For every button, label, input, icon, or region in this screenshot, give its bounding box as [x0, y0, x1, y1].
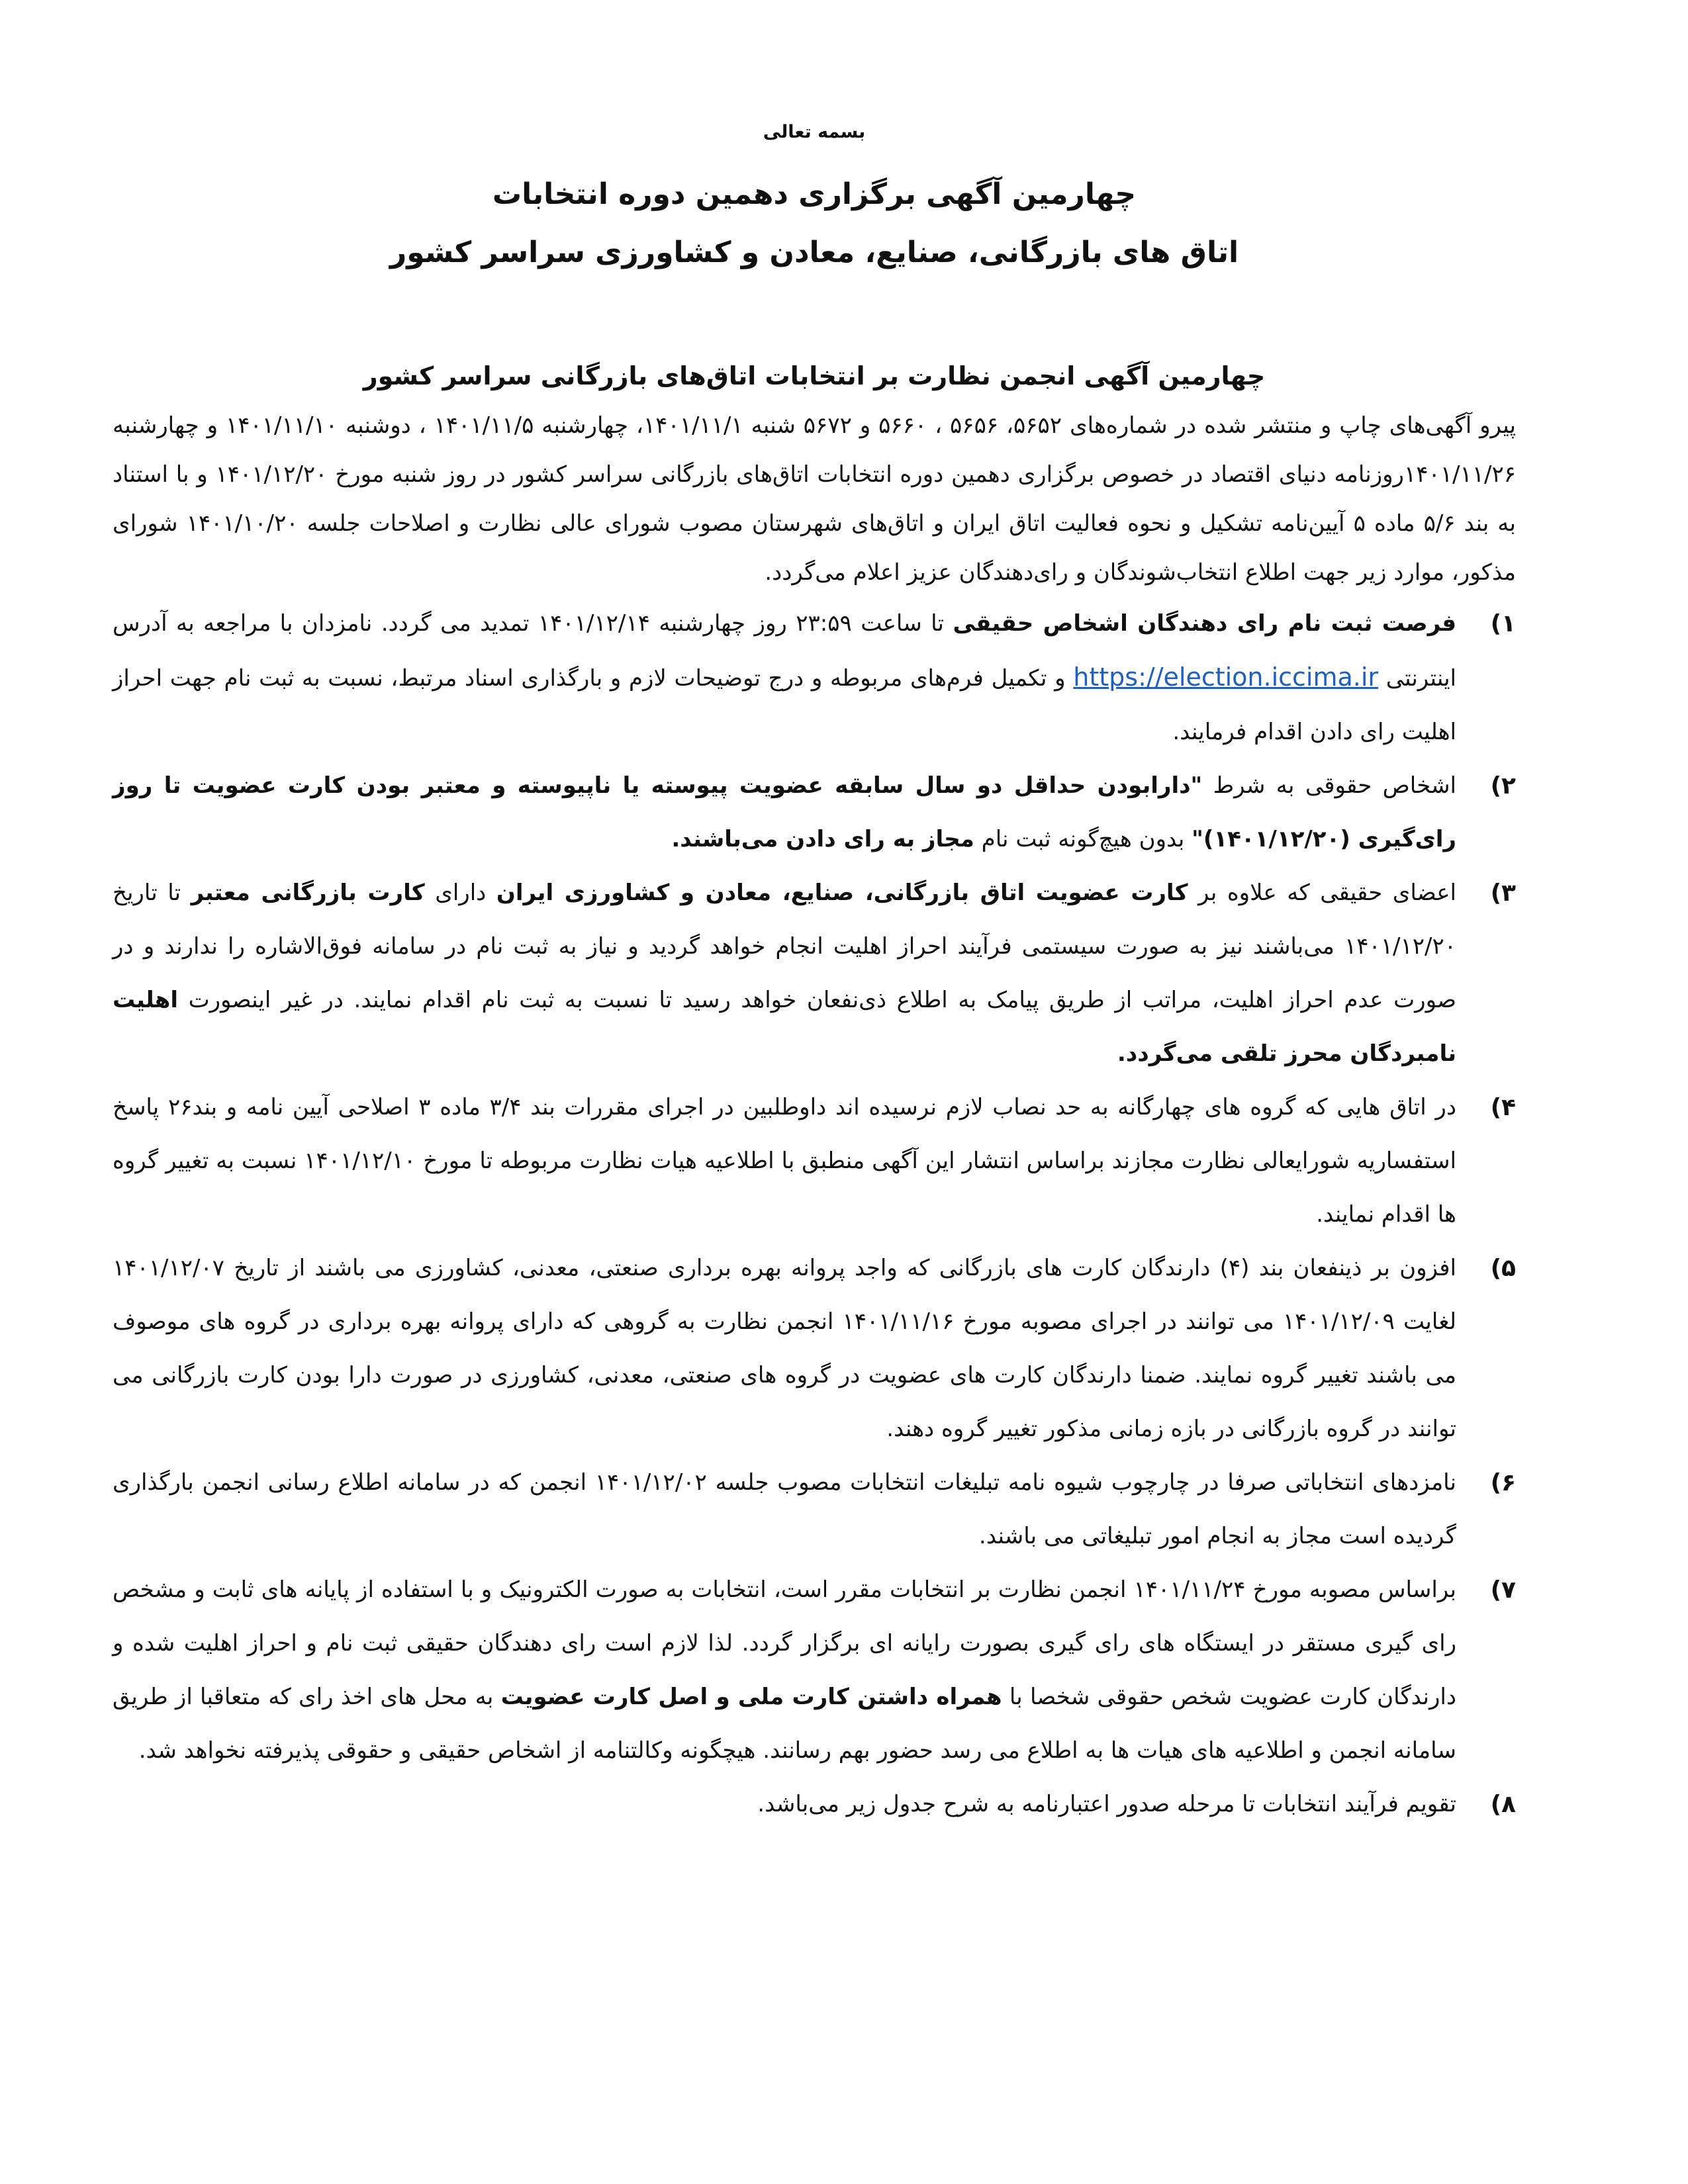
item-number: ۳) — [1490, 880, 1516, 907]
item-number: ۷) — [1490, 1576, 1516, 1604]
item-number: ۸) — [1490, 1791, 1516, 1818]
item-text: اعضای حقیقی که علاوه بر — [1188, 880, 1456, 906]
item-number: ۲) — [1490, 772, 1516, 799]
item-text: در اتاق هایی که گروه های چهارگانه به حد نصاب لازم نرسیده اند داوطلبین در اجرای مقررات بند ۳/۴ ماده ۳ اصلاحی آیین نامه و بند۲۶ پاسخ استفساریه شورایعالی نظارت مجازند براساس انتشار این آگهی منطبق با اطلاعیه هیات نظارت مربوطه تا مورخ ۱۴۰۱/۱۲/۱۰ نسبت به تغییر گروه ها اقدام نمایند. — [113, 1094, 1456, 1228]
notice-items-list — [113, 597, 1516, 1831]
document-page — [113, 119, 1516, 1831]
item-text: بدون هیچ‌گونه ثبت نام — [974, 826, 1192, 852]
item-text: تا ساعت ۲۳:۵۹ روز چهارشنبه ۱۴۰۱/۱۲/۱۴ تمدید می گردد. نامزدان با مراجعه به آدرس اینترنتی — [113, 610, 1456, 692]
list-item-3 — [113, 866, 1516, 1081]
item-bold-text: کارت عضویت اتاق بازرگانی، صنایع، معادن و کشاورزی ایران — [496, 880, 1188, 906]
item-bold-text: فرصت ثبت نام رای دهندگان اشخاص حقیقی — [953, 610, 1457, 637]
item-text: براساس مصوبه مورخ ۱۴۰۱/۱۱/۲۴ انجمن نظارت بر انتخابات مقرر است، انتخابات به صورت الکترونیک و با استفاده از پایانه های ثابت و مشخص رای گیری مستقر در ایستگاه های رای گیری بصورت رایانه ای برگزار گردد. لذا لازم است رای دهندگان حقیقی ثبت نام و احراز اهلیت شده و دارندگان کارت عضویت شخص حقوقی شخصا با — [113, 1576, 1457, 1710]
item-bold-text: کارت بازرگانی معتبر — [191, 880, 425, 906]
item-text: اشخاص حقوقی به شرط — [1202, 772, 1456, 799]
item-text: تا تاریخ ۱۴۰۱/۱۲/۲۰ می‌باشند نیز به صورت سیستمی فرآیند احراز اهلیت انجام خواهد گردید و نیاز به ثبت نام در سامانه فوق‌الاشاره را ندارند و در صورت عدم احراز اهلیت، مراتب از طریق پیامک به اطلاع ذی‌نفعان خواهد رسید تا نسبت به ثبت نام اقدام نمایند. در غیر اینصورت — [113, 880, 1456, 1013]
item-bold-text: اهلیت نامبردگان محرز تلقی می‌گردد. — [113, 987, 1456, 1067]
list-item-2 — [113, 759, 1516, 866]
item-bold-text: مجاز به رای دادن می‌باشند. — [671, 826, 974, 852]
item-text: تقویم فرآیند انتخابات تا مرحله صدور اعتبارنامه به شرح جدول زیر می‌باشد. — [757, 1791, 1456, 1817]
list-item-4 — [113, 1081, 1516, 1242]
election-website-link[interactable]: https://election.iccima.ir — [1073, 662, 1379, 692]
list-item-7 — [113, 1563, 1516, 1778]
intro-paragraph: پیرو آگهی‌های چاپ و منتشر شده در شماره‌های ۵۶۵۲، ۵۶۵۶ ، ۵۶۶۰ و ۵۶۷۲ شنبه ۱۴۰۱/۱۱/۱، چهارشنبه ۱۴۰۱/۱۱/۵ ، دوشنبه ۱۴۰۱/۱۱/۱۰ و چهارشنبه ۱۴۰۱/۱۱/۲۶روزنامه دنیای اقتصاد در خصوص برگزاری دهمین دوره انتخابات اتاق‌های بازرگانی سراسر کشور در روز شنبه مورخ ۱۴۰۱/۱۲/۲۰ و با استناد به بند ۵/۶ ماده ۵ آیین‌نامه تشکیل و نحوه فعالیت اتاق ایران و اتاق‌های شهرستان مصوب شورای عالی نظارت و اصلاحات جلسه ۱۴۰۱/۱۰/۲۰ شورای مذکور، موارد زیر جهت اطلاع انتخاب‌شوندگان و رای‌دهندگان عزیز اعلام می‌گردد. — [113, 412, 1516, 586]
item-number: ۱) — [1490, 610, 1516, 637]
list-item-5 — [113, 1242, 1516, 1456]
item-bold-text: "دارابودن حداقل دو سال سابقه عضویت پیوسته یا ناپیوسته و معتبر بودن کارت عضویت تا روز رای‌گیری (۱۴۰۱/۱۲/۲۰)" — [113, 772, 1456, 852]
item-number: ۶) — [1490, 1469, 1516, 1496]
item-text: افزون بر ذینفعان بند (۴) دارندگان کارت های بازرگانی که واجد پروانه بهره برداری صنعتی، معدنی، کشاورزی می باشند از تاریخ ۱۴۰۱/۱۲/۰۷ لغایت ۱۴۰۱/۱۲/۰۹ می توانند در اجرای مصوبه مورخ ۱۴۰۱/۱۱/۱۶ انجمن نظارت به گروهی که دارای پروانه بهره برداری در گروه های موصوف می باشند تغییر گروه نمایند. ضمنا دارندگان کارت های عضویت در گروه های صنعتی، معدنی، کشاورزی در صورت دارا بودن کارت بازرگانی می توانند در گروه بازرگانی در بازه زمانی مذکور تغییر گروه دهند. — [113, 1255, 1457, 1442]
list-item-1 — [113, 597, 1516, 759]
page-title-line-1: چهارمین آگهی برگزاری دهمین دوره انتخابات — [492, 177, 1137, 211]
notice-subtitle: چهارمین آگهی انجمن نظارت بر انتخابات اتاق‌های بازرگانی سراسر کشور — [363, 361, 1266, 390]
basmala: بسمه تعالی — [763, 122, 866, 142]
item-text: دارای — [424, 880, 496, 906]
list-item-8 — [113, 1778, 1516, 1831]
list-item-6 — [113, 1456, 1516, 1563]
item-bold-text: همراه داشتن کارت ملی و اصل کارت عضویت — [500, 1684, 1002, 1710]
item-text: و تکمیل فرم‌های مربوطه و درج توضیحات لازم و بارگذاری اسناد مرتبط، نسبت به ثبت نام جهت احراز اهلیت رای دادن اقدام فرمایند. — [113, 665, 1456, 745]
item-number: ۵) — [1490, 1255, 1516, 1282]
item-text: نامزدهای انتخاباتی صرفا در چارچوب شیوه نامه تبلیغات انتخابات مصوب جلسه ۱۴۰۱/۱۲/۰۲ انجمن که در سامانه اطلاع رسانی انجمن بارگذاری گردیده است مجاز به انجام امور تبلیغاتی می باشند. — [113, 1469, 1456, 1549]
page-title-line-2: اتاق های بازرگانی، صنایع، معادن و کشاورزی سراسر کشور — [389, 236, 1239, 269]
item-number: ۴) — [1490, 1094, 1516, 1121]
item-text: به محل های اخذ رای که متعاقبا از طریق سامانه انجمن و اطلاعیه های هیات ها به اطلاع می رسد حضور بهم رسانند. هیچگونه وکالتنامه از اشخاص حقیقی و حقوقی پذیرفته نخواهد شد. — [113, 1684, 1456, 1764]
